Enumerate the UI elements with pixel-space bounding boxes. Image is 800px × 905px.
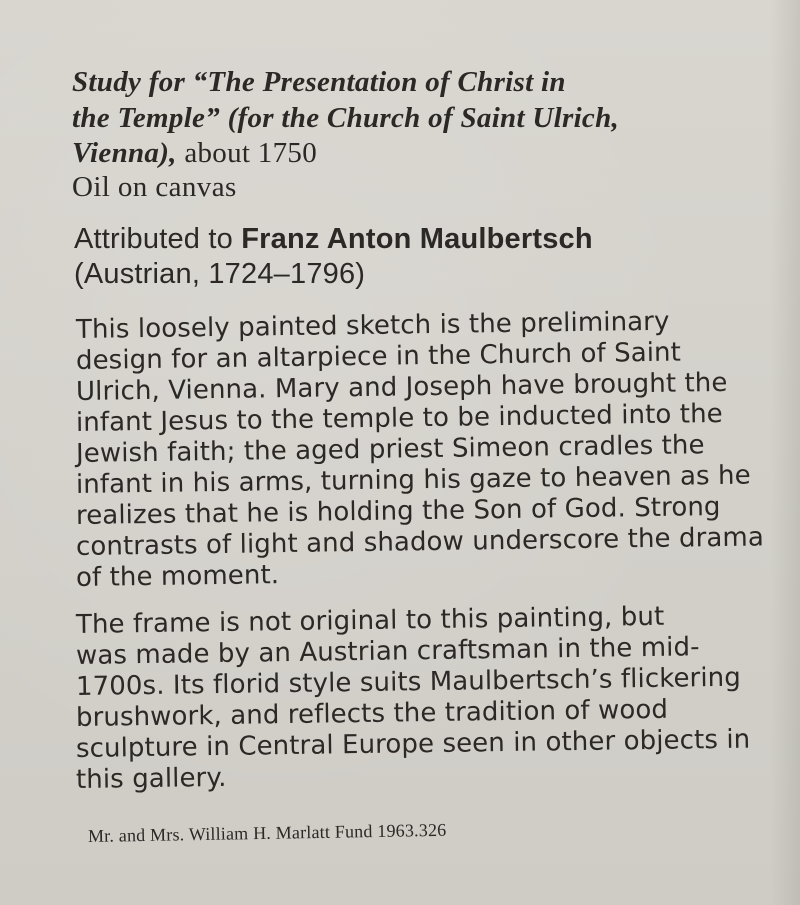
artwork-medium: Oil on canvas xyxy=(72,171,237,203)
paragraph-2-line: 1700s. Its florid style suits Maulbertsch’s flickering xyxy=(75,662,742,702)
paragraph-1-line: This loosely painted sketch is the preliminary xyxy=(75,306,670,345)
placard-edge-shadow xyxy=(770,0,800,905)
credit-line: Mr. and Mrs. William H. Marlatt Fund 1963.326 xyxy=(87,819,447,846)
paragraph-2-line: this gallery. xyxy=(75,762,227,795)
paragraph-1-line: design for an altarpiece in the Church of Saint xyxy=(75,337,682,376)
paragraph-2-line: sculpture in Central Europe seen in other objects in xyxy=(75,724,751,764)
artwork-title-line-1: Study for “The Presentation of Christ in xyxy=(72,66,566,98)
artwork-title-line-2: the Temple” (for the Church of Saint Ulrich, xyxy=(72,102,620,134)
paragraph-1-line: of the moment. xyxy=(75,560,280,593)
artist-attribution xyxy=(74,223,593,256)
artwork-date: about 1750 xyxy=(184,137,317,169)
artist-name: Franz Anton Maulbertsch xyxy=(241,223,593,255)
artist-dates: (Austrian, 1724–1796) xyxy=(74,258,366,290)
paragraph-2-line: was made by an Austrian craftsman in the mid- xyxy=(75,632,700,671)
paragraph-2-line: brushwork, and reflects the tradition of wood xyxy=(75,694,669,733)
paragraph-1-line: infant Jesus to the temple to be inducted into the xyxy=(75,398,723,438)
paragraph-1-line: infant in his arms, turning his gaze to heaven as he xyxy=(75,460,751,500)
paragraph-1-line: Jewish faith; the aged priest Simeon cradles the xyxy=(75,430,705,469)
paragraph-1-line: realizes that he is holding the Son of God. Strong xyxy=(75,492,721,531)
attribution-prefix: Attributed to xyxy=(74,223,233,255)
artwork-title-end: Vienna), xyxy=(72,137,177,169)
artwork-title-line-3 xyxy=(72,137,317,170)
paragraph-2-line: The frame is not original to this painting, but xyxy=(75,601,665,640)
paragraph-1-line: contrasts of light and shadow underscore the drama xyxy=(75,522,765,562)
paragraph-1-line: Ulrich, Vienna. Mary and Joseph have brought the xyxy=(75,367,728,407)
